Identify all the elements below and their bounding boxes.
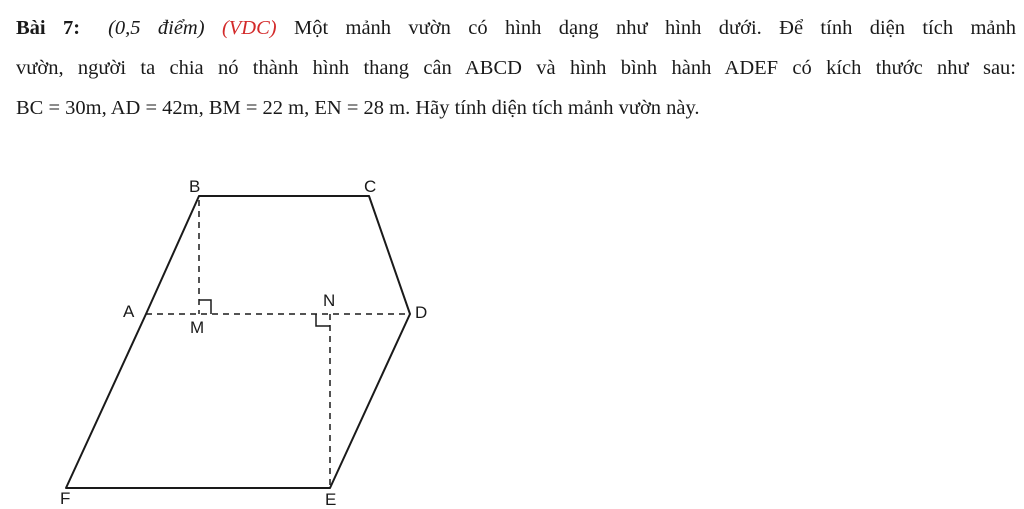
point-label-D: D [415, 303, 428, 322]
problem-line-3: BC = 30m, AD = 42m, BM = 22 m, EN = 28 m. Hãy tính diện tích mảnh vườn này. [16, 97, 700, 119]
problem-statement-1: Một mảnh vườn có hình dạng như hình dưới. Để tính diện tích mảnh [293, 17, 1017, 39]
point-label-E: E [325, 490, 337, 509]
point-label-M: M [190, 318, 205, 337]
point-label-F: F [60, 489, 71, 508]
problem-label: Bài 7: [16, 17, 81, 39]
right-angle-mark-M [199, 300, 211, 314]
problem-line-2: vườn, người ta chia nó thành hình thang cân ABCD và hình bình hành ADEF có kích thước như sau: [16, 57, 1016, 79]
point-label-A: A [123, 302, 135, 321]
point-label-B: B [189, 177, 201, 196]
garden-outline [66, 196, 410, 488]
problem-level: (VDC) [221, 17, 277, 39]
problem-score: (0,5 điểm) [108, 17, 205, 39]
right-angle-mark-N [316, 314, 330, 326]
point-label-N: N [323, 291, 336, 310]
point-label-C: C [364, 177, 377, 196]
